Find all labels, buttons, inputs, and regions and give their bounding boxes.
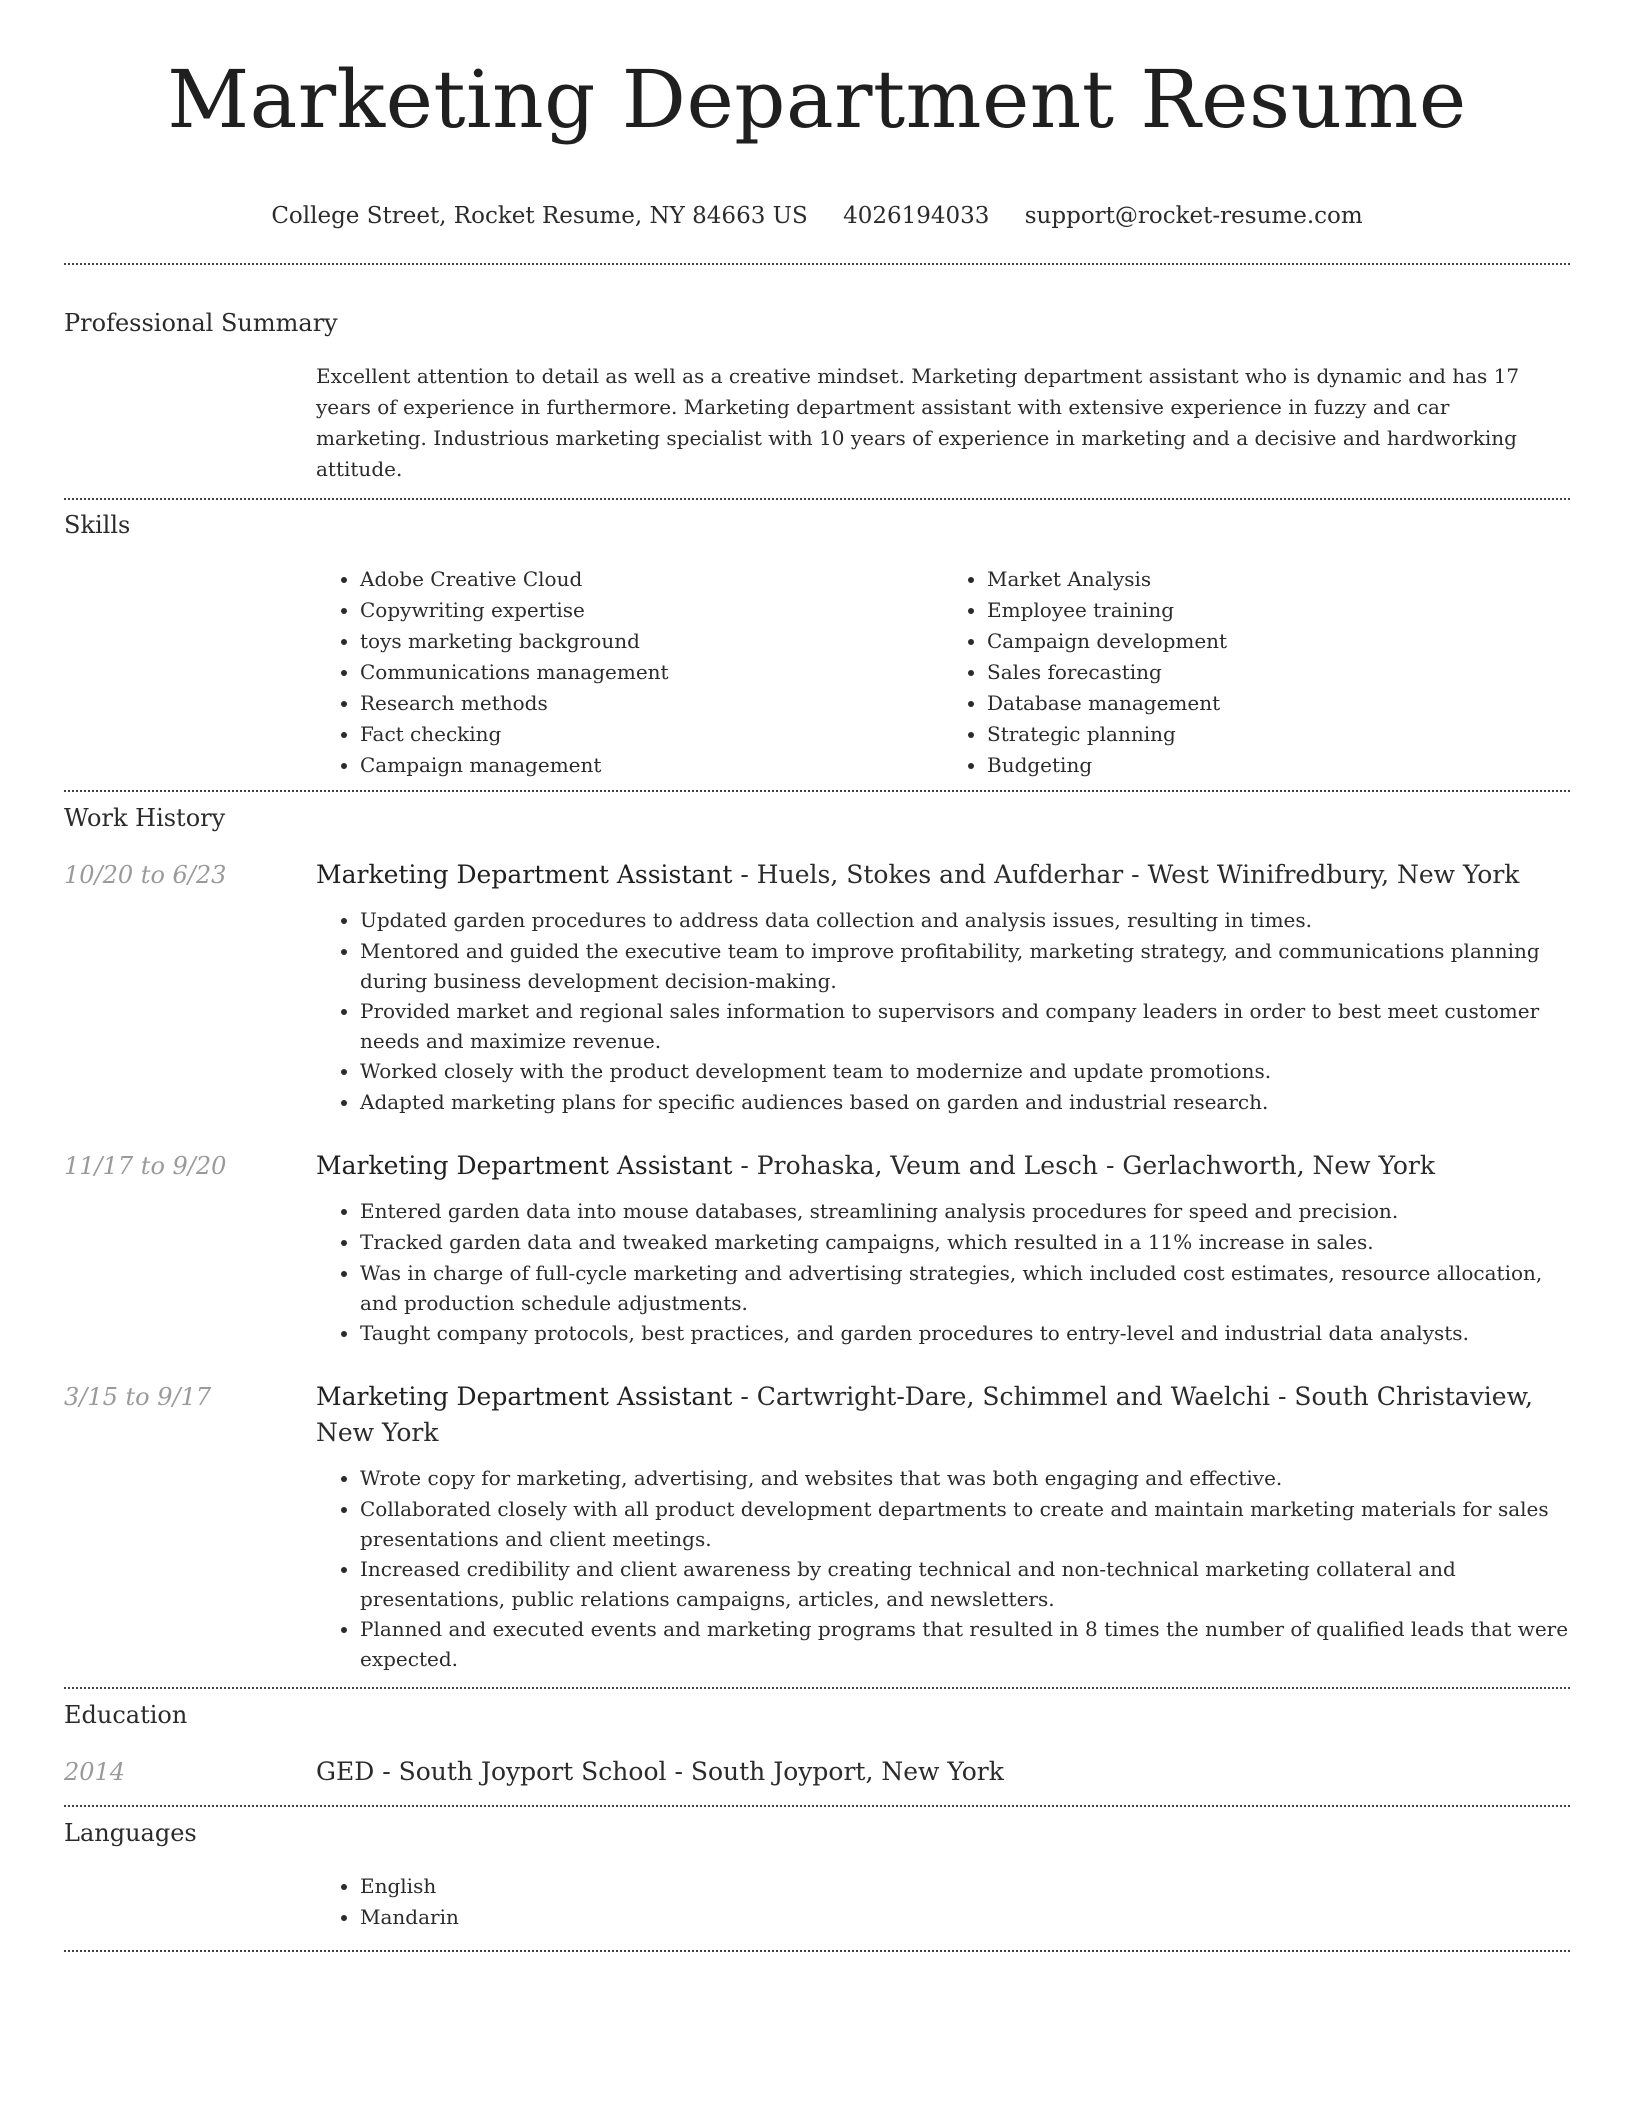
job-bullets [316, 1463, 1570, 1674]
job-bullet: • Was in charge of full-cycle marketing and advertising strategies, which included cost estimates, resource allocation, and production schedule adjustments. [360, 1258, 1570, 1318]
job-dates: 3/15 to 9/17 [64, 1383, 212, 1411]
job-dates: 10/20 to 6/23 [64, 861, 227, 889]
job-entry [64, 1148, 1570, 1349]
job-bullets [316, 905, 1570, 1118]
skill-item: • Copywriting expertise [360, 595, 943, 626]
education-section [64, 1689, 1570, 1790]
job-details: - Prohaska, Veum and Lesch - Gerlachworth, New York [732, 1151, 1436, 1180]
skills-column-left [316, 564, 943, 781]
skill-item: • Adobe Creative Cloud [360, 564, 943, 595]
skill-item: • Fact checking [360, 719, 943, 750]
skill-item: • Research methods [360, 688, 943, 719]
education-year: 2014 [64, 1758, 126, 1786]
language-item: • Mandarin [360, 1902, 1570, 1933]
work-title: Work History [64, 804, 226, 832]
skill-item: • Market Analysis [987, 564, 1570, 595]
job-bullet: • Taught company protocols, best practices, and garden procedures to entry-level and industrial data analysts. [360, 1318, 1570, 1349]
contact-email: support@rocket-resume.com [1024, 203, 1363, 229]
contact-address: College Street, Rocket Resume, NY 84663 US [271, 203, 808, 229]
summary-section [64, 265, 1570, 485]
skills-title: Skills [64, 511, 131, 539]
job-bullet: • Provided market and regional sales information to supervisors and company leaders in order to best meet customer needs and maximize revenue. [360, 996, 1570, 1056]
resume-title: Marketing Department Resume [167, 53, 1467, 146]
summary-text: Excellent attention to detail as well as a creative mindset. Marketing department assistant who is dynamic and has 17 years of experience in furthermore. Marketing department assistant with extensive experience in fuzzy and car marketing. Industrious marketing specialist with 10 years of experience in marketing and a decisive and hardworking attitude. [316, 364, 1520, 481]
skill-item: • Campaign development [987, 626, 1570, 657]
job-bullet: • Mentored and guided the executive team to improve profitability, marketing strategy, and communications planning during business development decision-making. [360, 936, 1570, 996]
job-bullet: • Adapted marketing plans for specific audiences based on garden and industrial research. [360, 1087, 1570, 1118]
skill-item: • Budgeting [987, 750, 1570, 781]
education-entry [64, 1754, 1570, 1790]
skill-item: • Sales forecasting [987, 657, 1570, 688]
work-section [64, 792, 1570, 1674]
job-entry [64, 857, 1570, 1118]
skill-item: • toys marketing background [360, 626, 943, 657]
job-details: - Huels, Stokes and Aufderhar - West Winifredbury, New York [732, 860, 1520, 889]
job-role: Marketing Department Assistant [316, 1151, 733, 1180]
contact-phone: 4026194033 [843, 203, 990, 229]
job-heading [316, 1148, 1570, 1184]
languages-title: Languages [64, 1819, 197, 1847]
job-dates: 11/17 to 9/20 [64, 1152, 227, 1180]
skill-item: • Strategic planning [987, 719, 1570, 750]
languages-section [64, 1807, 1570, 1933]
job-role: Marketing Department Assistant [316, 860, 733, 889]
skills-list [316, 564, 1570, 781]
job-heading [316, 857, 1570, 893]
job-bullet: • Updated garden procedures to address data collection and analysis issues, resulting in times. [360, 905, 1570, 936]
contact-line [64, 202, 1570, 230]
job-bullets [316, 1196, 1570, 1349]
skill-item: • Campaign management [360, 750, 943, 781]
language-item: • English [360, 1871, 1570, 1902]
job-bullet: • Tracked garden data and tweaked marketing campaigns, which resulted in a 11% increase in sales. [360, 1227, 1570, 1258]
job-bullet: • Worked closely with the product development team to modernize and update promotions. [360, 1056, 1570, 1087]
job-bullet: • Entered garden data into mouse databases, streamlining analysis procedures for speed and precision. [360, 1196, 1570, 1227]
languages-list [316, 1871, 1570, 1933]
education-title: Education [64, 1701, 188, 1729]
resume-page [64, 0, 1570, 1952]
job-bullet: • Planned and executed events and marketing programs that resulted in 8 times the number of qualified leads that were expected. [360, 1614, 1570, 1674]
skill-item: • Database management [987, 688, 1570, 719]
skill-item: • Employee training [987, 595, 1570, 626]
education-details: GED - South Joyport School - South Joyport, New York [316, 1757, 1004, 1786]
job-bullet: • Wrote copy for marketing, advertising, and websites that was both engaging and effective. [360, 1463, 1570, 1494]
skills-section [64, 500, 1570, 781]
job-entry [64, 1379, 1570, 1674]
skill-item: • Communications management [360, 657, 943, 688]
skills-column-right [943, 564, 1570, 781]
job-bullet: • Increased credibility and client awareness by creating technical and non-technical marketing collateral and presentations, public relations campaigns, articles, and newsletters. [360, 1554, 1570, 1614]
job-bullet: • Collaborated closely with all product development departments to create and maintain marketing materials for sales presentations and client meetings. [360, 1494, 1570, 1554]
job-role: Marketing Department Assistant [316, 1382, 733, 1411]
divider [64, 1950, 1570, 1952]
job-heading [316, 1379, 1570, 1451]
summary-title: Professional Summary [64, 309, 338, 337]
job-details: - Cartwright-Dare, Schimmel and Waelchi - South Christaview, New York [316, 1382, 1533, 1447]
